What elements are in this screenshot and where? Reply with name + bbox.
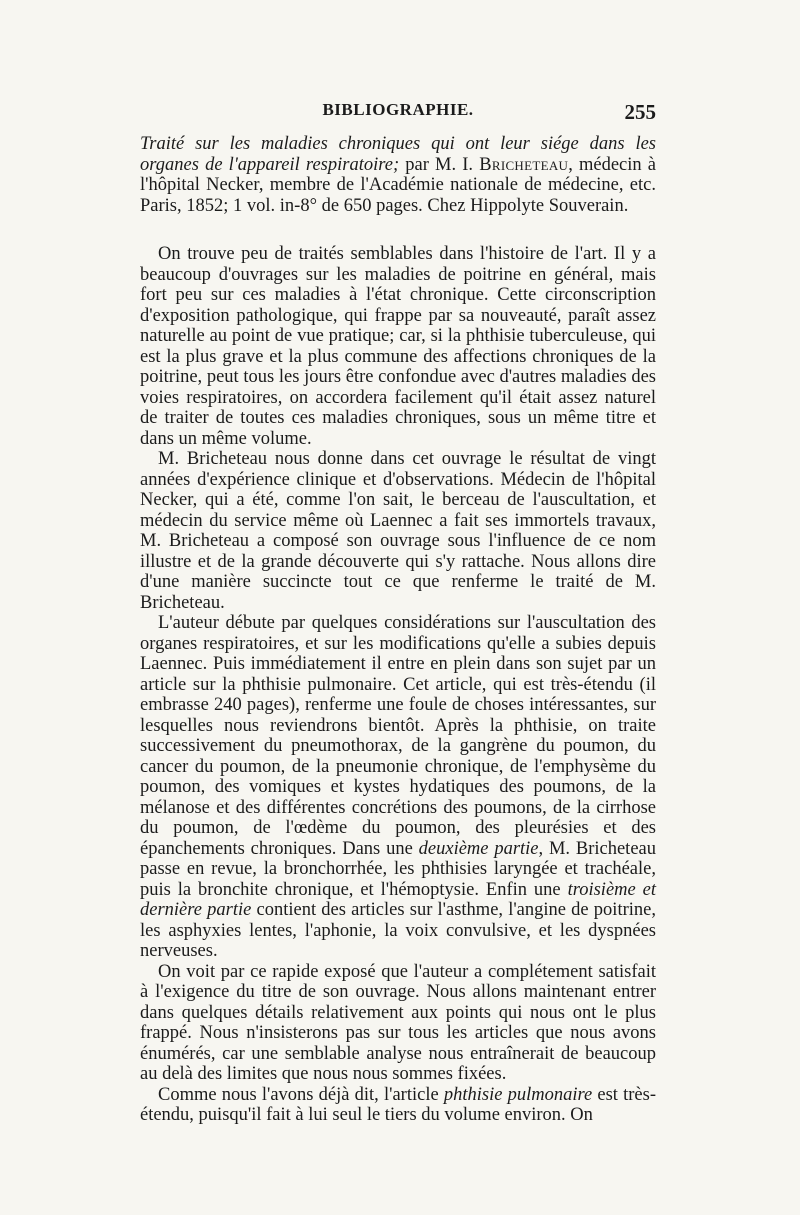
paragraph-3-text-c: contient des articles sur l'asthme, l'angine de poitrine, les asphyxies lentes, l'aphonie, la voix convulsive, et les dyspnées nerveuses. [140,900,656,961]
entry-by: par M. I. [399,154,480,175]
emphasis-troisieme-partie: troisième et dernière partie [140,879,656,920]
book-title: Traité sur les maladies chroniques qui ont leur siége dans les organes de l'appareil respiratoire; [140,134,656,175]
emphasis-phthisie-pulmonaire: phthisie pulmonaire [443,1084,593,1105]
paragraph-2: M. Bricheteau nous donne dans cet ouvrage le résultat de vingt années d'expérience clinique et d'observations. Médecin de l'hôpital Necker, qui a été, comme l'on sait, le berceau de l'auscultation, et médecin du service même où Laennec a fait ses immortels travaux, M. Bricheteau a composé son ouvrage sous l'influence de ce nom illustre et de la grande découverte qui s'y rattache. Nous allons dire d'une manière succincte tout ce que renferme le traité de M. Bricheteau. [140,449,656,613]
emphasis-deuxieme-partie: deuxième partie [418,838,539,859]
bibliographic-entry [140,134,656,216]
review-text [140,244,656,1126]
page-header [140,100,656,126]
paragraph-1: On trouve peu de traités semblables dans l'histoire de l'art. Il y a beaucoup d'ouvrages sur les maladies de poitrine en général, mais fort peu sur ces maladies à l'état chronique. Cette circonscription d'exposition pathologique, qui frappe par sa nouveauté, paraît assez naturelle au point de vue pratique; car, si la phthisie tuberculeuse, qui est la plus grave et la plus commune des affections chroniques de la poitrine, peut tous les jours être confondue avec d'autres maladies des voies respiratoires, on accordera facilement qu'il était assez naturel de traiter de toutes ces maladies chroniques, sous un même titre et dans un même volume. [140,244,656,449]
paragraph-3 [140,613,656,962]
paragraph-5-text-b: est très-étendu, puisqu'il fait à lui seul le tiers du volume environ. On [140,1084,656,1125]
paragraph-3-text-a: L'auteur débute par quelques considérations sur l'auscultation des organes respiratoires, et sur les modifications qu'elle a subies depuis Laennec. Puis immédiatement il entre en plein dans son sujet par un article sur la phthisie pulmonaire. Cet article, qui est très-étendu (il embrasse 240 pages), renferme une foule de choses intéressantes, sur lesquelles nous reviendrons bientôt. Après la phthisie, on traite successivement du pneumothorax, de la gangrène du poumon, du cancer du poumon, de la pneumonie chronique, de l'emphysème du poumon, des vomiques et kystes hydatiques des poumons, de la mélanose et des différentes concrétions des poumons, de la cirrhose du poumon, de l'œdème du poumon, des pleurésies et des épanchements chroniques. Dans une [140,613,656,859]
paragraph-4: On voit par ce rapide exposé que l'auteur a complétement satisfait à l'exigence du titre de son ouvrage. Nous allons maintenant entrer dans quelques détails relativement aux points qui nous ont le plus frappé. Nous n'insisterons pas sur tous les articles que nous avons énumérés, car une semblable analyse nous entraînerait de beaucoup au delà des limites que nous nous sommes fixées. [140,961,656,1084]
running-title: BIBLIOGRAPHIE. [322,100,474,119]
page-number: 255 [624,100,656,124]
entry-details: , médecin à l'hôpital Necker, membre de l'Académie nationale de médecine, etc. Paris, 1852; 1 vol. in-8° de 650 pages. Chez Hippolyte Souverain. [140,154,657,216]
paragraph-5 [140,1085,656,1126]
paragraph-5-text-a: Comme nous l'avons déjà dit, l'article [158,1084,444,1105]
book-author: Bricheteau [479,154,569,175]
paragraph-3-text-b: , M. Bricheteau passe en revue, la bronchorrhée, les phthisies laryngée et trachéale, puis la bronchite chronique, et l'hémoptysie. Enfin une [140,838,656,900]
